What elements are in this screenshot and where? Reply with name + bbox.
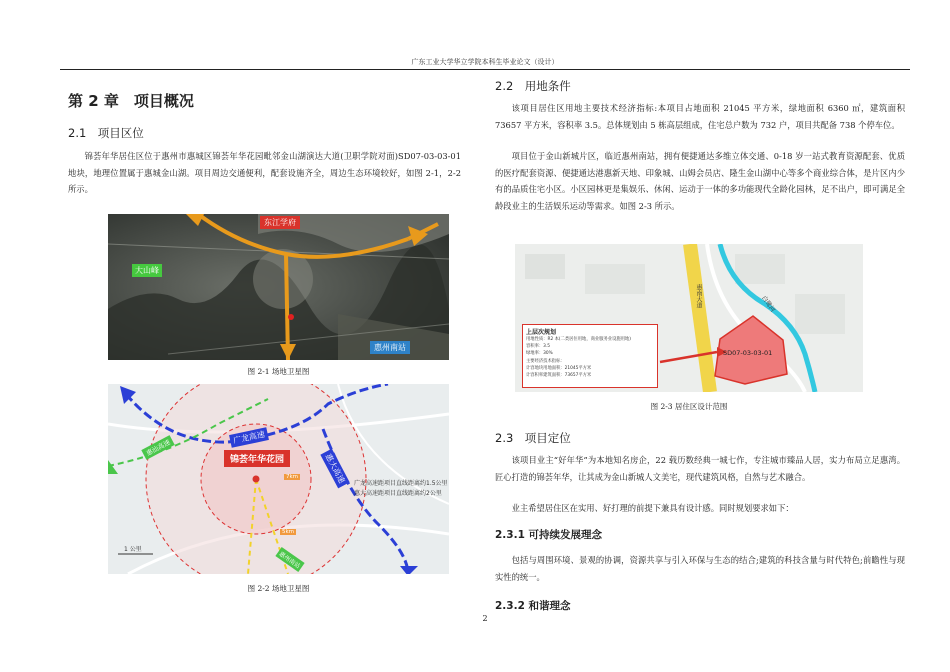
- note-2: 惠大高速距项目直线距离约2公里: [354, 490, 442, 497]
- section-2-1-heading: 2.1 项目区位: [68, 126, 144, 140]
- section-2-3-paragraph-1: 该项目业主“好年华”为本地知名房企，22 载历数经典一城七作，专注城市臻品人居，实力布局立足惠湾。匠心打造的锦荟年华，让其成为金山新城人文美宅，现代建筑风格，自然与艺术融合。: [495, 455, 905, 482]
- planning-info-box: [522, 324, 658, 388]
- label-parcel: SD07-03-03-01: [723, 349, 773, 357]
- section-2-3-heading: 2.3 项目定位: [495, 431, 571, 445]
- distance-5km: 5km: [282, 529, 295, 535]
- figure-2-3-caption: 图 2-3 居住区设计范围: [650, 402, 728, 411]
- label-other-highway: 惠汕高速: [141, 435, 174, 460]
- info-line: 主要经济技术指标：: [526, 358, 565, 364]
- section-2-1-paragraph: 锦荟年华居住区位于惠州市惠城区锦荟年华花园毗邻金山湖演达大道(卫职学院对面)SD07-03-03-01 地块，地理位置属于惠城金山湖。项目周边交通便利，配套设施齐全，周边生态环境较好，如图 2-1，2-2 所示。: [68, 151, 461, 194]
- figure-2-2-caption: 图 2-2 场地卫星图: [247, 584, 310, 593]
- section-2-2-paragraph-1: 该项目居住区用地主要技术经济指标:本项目占地面积 21045 平方米，绿地面积 6360 ㎡，建筑面积 73657 平方米，容积率 3.5。总体规划由 5 栋高层组成，住宅总户数为 732 户，项目共配备 738 个停车位。: [495, 103, 905, 130]
- label-guanglong: 广龙高速: [229, 427, 269, 448]
- info-line: 容积率：3.5: [526, 344, 551, 350]
- label-school: 东江学府: [260, 216, 300, 229]
- label-small-station: 惠州南站: [275, 547, 304, 572]
- figure-2-1-caption: 图 2-1 场地卫星图: [247, 367, 310, 376]
- section-2-3-paragraph-2: 业主希望居住区在实用、好打理的前提下兼具有设计感。同时规划要求如下：: [511, 503, 794, 513]
- section-2-3-2-heading: 2.3.2 和谐理念: [495, 600, 571, 612]
- section-2-3-1-paragraph: 包括与周围环境、景观的协调，资源共享与引入环保与生态的结合;建筑的科技含量与时代特色;前瞻性与现实性的统一。: [495, 555, 905, 582]
- note-1: 广龙高速距项目直线距离约1.5公里: [354, 480, 448, 487]
- label-dashan: 大山峰: [132, 264, 162, 277]
- figure-2-3-site-plan: [515, 244, 863, 392]
- info-line: 计容积率建筑面积：73657平方米: [526, 373, 592, 379]
- scale-label: 1 公里: [124, 546, 142, 553]
- running-header: 广东工业大学华立学院本科生毕业论文（设计）: [411, 58, 559, 66]
- header-rule: [60, 69, 910, 70]
- figure-2-2-map: [108, 384, 449, 574]
- section-2-3-1-heading: 2.3.1 可持续发展理念: [495, 529, 603, 541]
- info-box-title: 上层次规划: [526, 329, 557, 336]
- info-line: 计容地块用地面积：21045平方米: [526, 365, 592, 371]
- label-south-station: 惠州南站: [370, 341, 410, 354]
- label-site: 锦荟年华花园: [224, 450, 290, 467]
- label-huida: 惠大高速: [320, 449, 349, 489]
- chapter-title: 第 2 章 项目概况: [68, 92, 194, 110]
- satellite-map: [108, 214, 449, 360]
- section-2-2-paragraph-2: 项目位于金山新城片区，临近惠州南站，拥有便捷通达多维立体交通、0-18 岁一站式教育资源配套、优质的医疗配套资源、便捷通达港惠新天地、印象城、山姆会员店、隆生金山湖中心等多个商业综合体，是片区内少有的品质住宅小区。小区园林更是集娱乐、休闲、运动于一体的多功能现代全龄化园林，足不出户，即可满足全龄段业主的生活娱乐运动等需求。如图 2-3 所示。: [495, 151, 905, 211]
- info-line: 绿地率：30%: [526, 351, 553, 357]
- distance-7km: 7km: [286, 474, 299, 480]
- info-line: 用地性质：R2 本(二类居住用地，商业服务业设施用地): [526, 337, 631, 342]
- label-road: 惠南大道: [695, 284, 702, 308]
- figure-2-1-satellite: [108, 214, 449, 360]
- section-2-2-heading: 2.2 用地条件: [495, 79, 571, 93]
- page-number: 2: [482, 614, 488, 623]
- label-river: 白鹭河: [760, 294, 777, 314]
